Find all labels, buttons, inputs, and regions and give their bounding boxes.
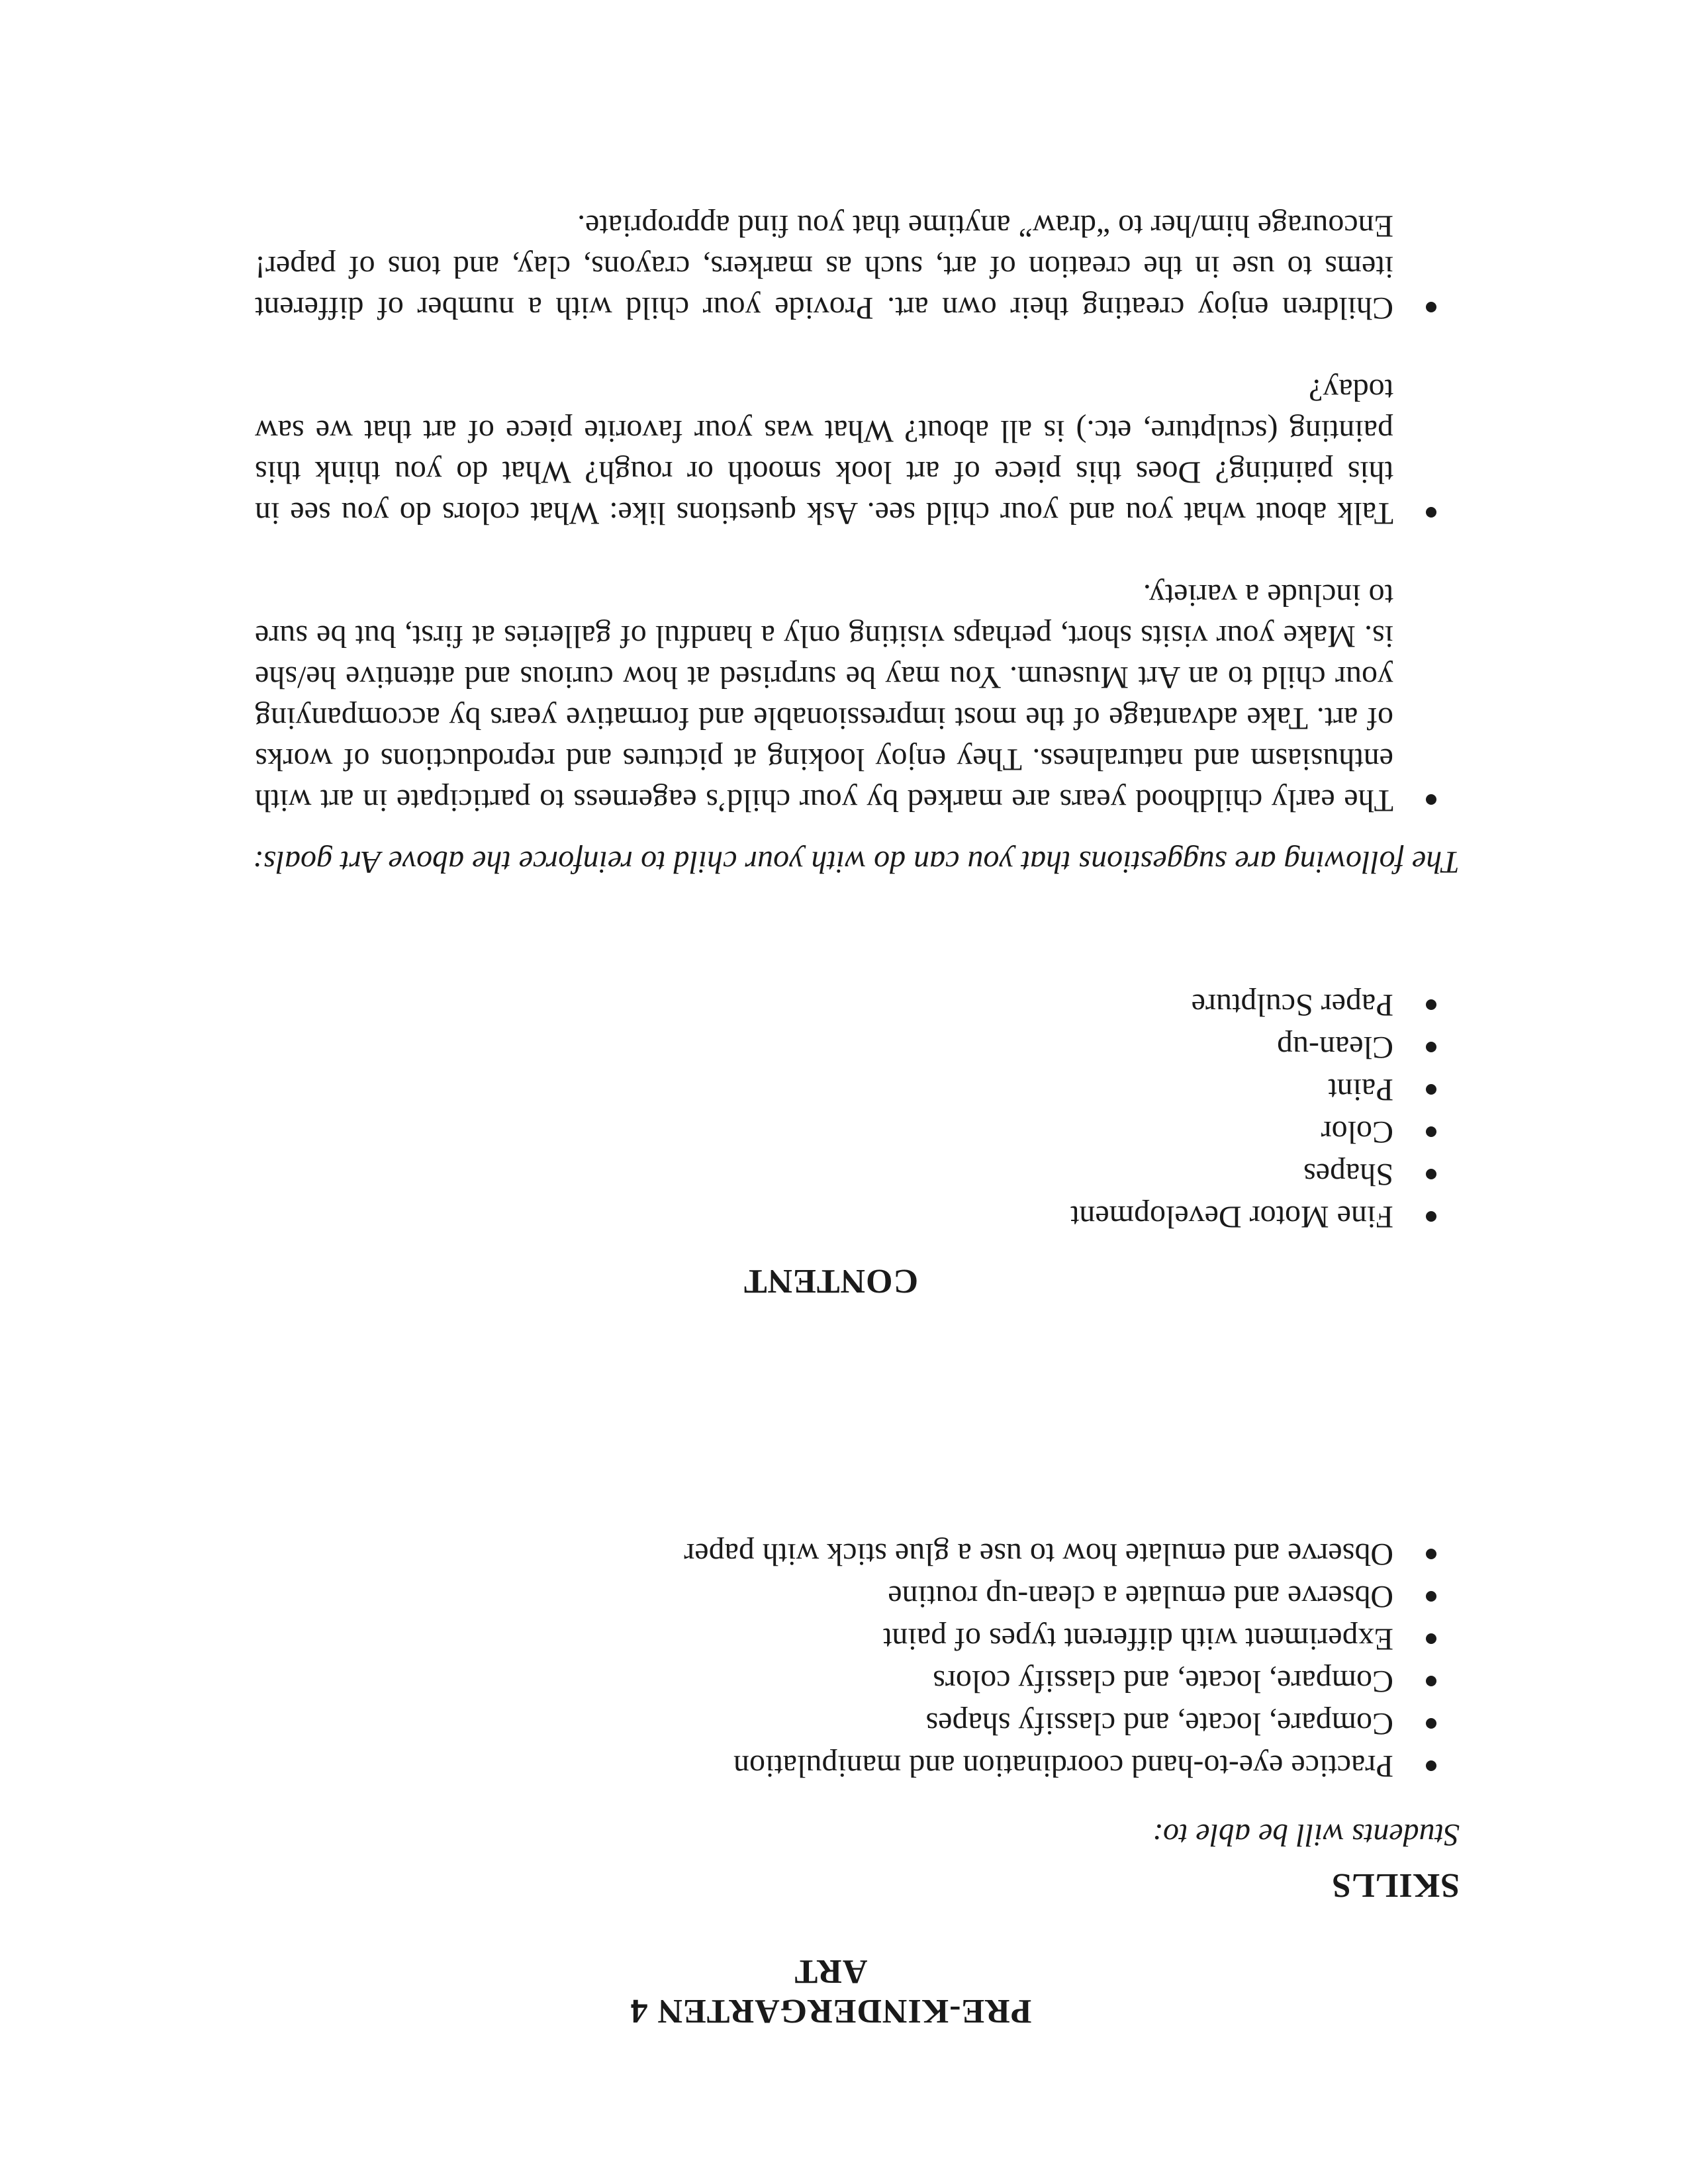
content-heading: CONTENT bbox=[743, 1262, 919, 1300]
bullet-icon bbox=[1426, 1676, 1436, 1686]
list-item-text: Compare, locate, and classify colors bbox=[933, 1664, 1393, 1699]
list-item bbox=[684, 1702, 1436, 1745]
list-item bbox=[255, 369, 1436, 533]
list-item bbox=[1070, 1153, 1436, 1195]
bullet-icon bbox=[1426, 1211, 1436, 1222]
suggestions-list bbox=[255, 164, 1436, 821]
bullet-icon bbox=[1426, 507, 1436, 518]
list-item bbox=[1070, 1195, 1436, 1238]
list-item-text: Fine Motor Development bbox=[1070, 1199, 1393, 1234]
skills-heading: SKILLS bbox=[1331, 1866, 1460, 1904]
bullet-icon bbox=[1426, 999, 1436, 1010]
list-item bbox=[1070, 1111, 1436, 1153]
list-item bbox=[684, 1745, 1436, 1787]
content-list bbox=[1070, 983, 1436, 1238]
list-item-text: Paint bbox=[1328, 1072, 1393, 1107]
title-block bbox=[202, 1951, 1460, 2030]
list-item-text: Practice eye-to-hand coordination and manipulation bbox=[733, 1749, 1393, 1784]
list-item bbox=[1070, 983, 1436, 1026]
list-item bbox=[255, 574, 1436, 821]
bullet-icon bbox=[1426, 1084, 1436, 1095]
bullet-icon bbox=[1426, 1126, 1436, 1137]
bullet-icon bbox=[1426, 1169, 1436, 1179]
bullet-icon bbox=[1426, 1633, 1436, 1644]
list-item-text: Observe and emulate a clean-up routine bbox=[888, 1579, 1393, 1614]
skills-list bbox=[684, 1533, 1436, 1787]
list-item bbox=[684, 1533, 1436, 1575]
bullet-icon bbox=[1426, 1718, 1436, 1729]
list-item bbox=[684, 1617, 1436, 1660]
list-item-text: Compare, locate, and classify shapes bbox=[925, 1706, 1393, 1741]
list-item bbox=[255, 205, 1436, 328]
list-item-text: Children enjoy creating their own art. Provide your child with a number of different items to use in the creation of art, such as markers, crayons, clay, and tons of paper! Encourage him/her to “draw” anytime that you find appropriate. bbox=[255, 208, 1393, 326]
bullet-icon bbox=[1426, 1549, 1436, 1559]
list-item-text: The early childhood years are marked by your child’s eagerness to participate in art with enthusiasm and naturalness. They enjoy looking at pictures and reproductions of works of art. Take advantage of the most impressionable and formative years by accompanying your child to an Art Museum. You may be surprised at how curious and attentive he/she is. Make your visits short, perhaps visiting only a handful of galleries at first, but be sure to include a variety. bbox=[255, 578, 1393, 818]
skills-intro: Students will be able to: bbox=[1152, 1817, 1460, 1852]
list-item bbox=[684, 1575, 1436, 1617]
list-item-text: Color bbox=[1321, 1115, 1393, 1150]
list-item-text: Experiment with different types of paint bbox=[883, 1621, 1393, 1657]
list-item bbox=[1070, 1026, 1436, 1068]
list-item-text: Observe and emulate how to use a glue stick with paper bbox=[684, 1537, 1393, 1572]
document-title: PRE-KINDERGARTEN 4 bbox=[630, 1992, 1032, 2030]
list-item-text: Paper Sculpture bbox=[1191, 987, 1393, 1023]
list-item bbox=[1070, 1068, 1436, 1111]
list-item-text: Clean-up bbox=[1277, 1030, 1393, 1065]
bullet-icon bbox=[1426, 1760, 1436, 1771]
suggestions-intro: The following are suggestions that you can do with your child to reinforce the above Art goals: bbox=[253, 844, 1460, 880]
bullet-icon bbox=[1426, 794, 1436, 805]
document-subtitle: ART bbox=[794, 1952, 868, 1990]
bullet-icon bbox=[1426, 1591, 1436, 1602]
list-item bbox=[684, 1660, 1436, 1702]
bullet-icon bbox=[1426, 302, 1436, 312]
bullet-icon bbox=[1426, 1042, 1436, 1052]
list-item-text: Talk about what you and your child see. Ask questions like: What colors do you see in this painting? Does this piece of art look smooth or rough? What do you think this painting (sculpture, etc.) is all about? What was your favorite piece of art that we saw today? bbox=[255, 373, 1393, 531]
list-item-text: Shapes bbox=[1303, 1157, 1393, 1192]
